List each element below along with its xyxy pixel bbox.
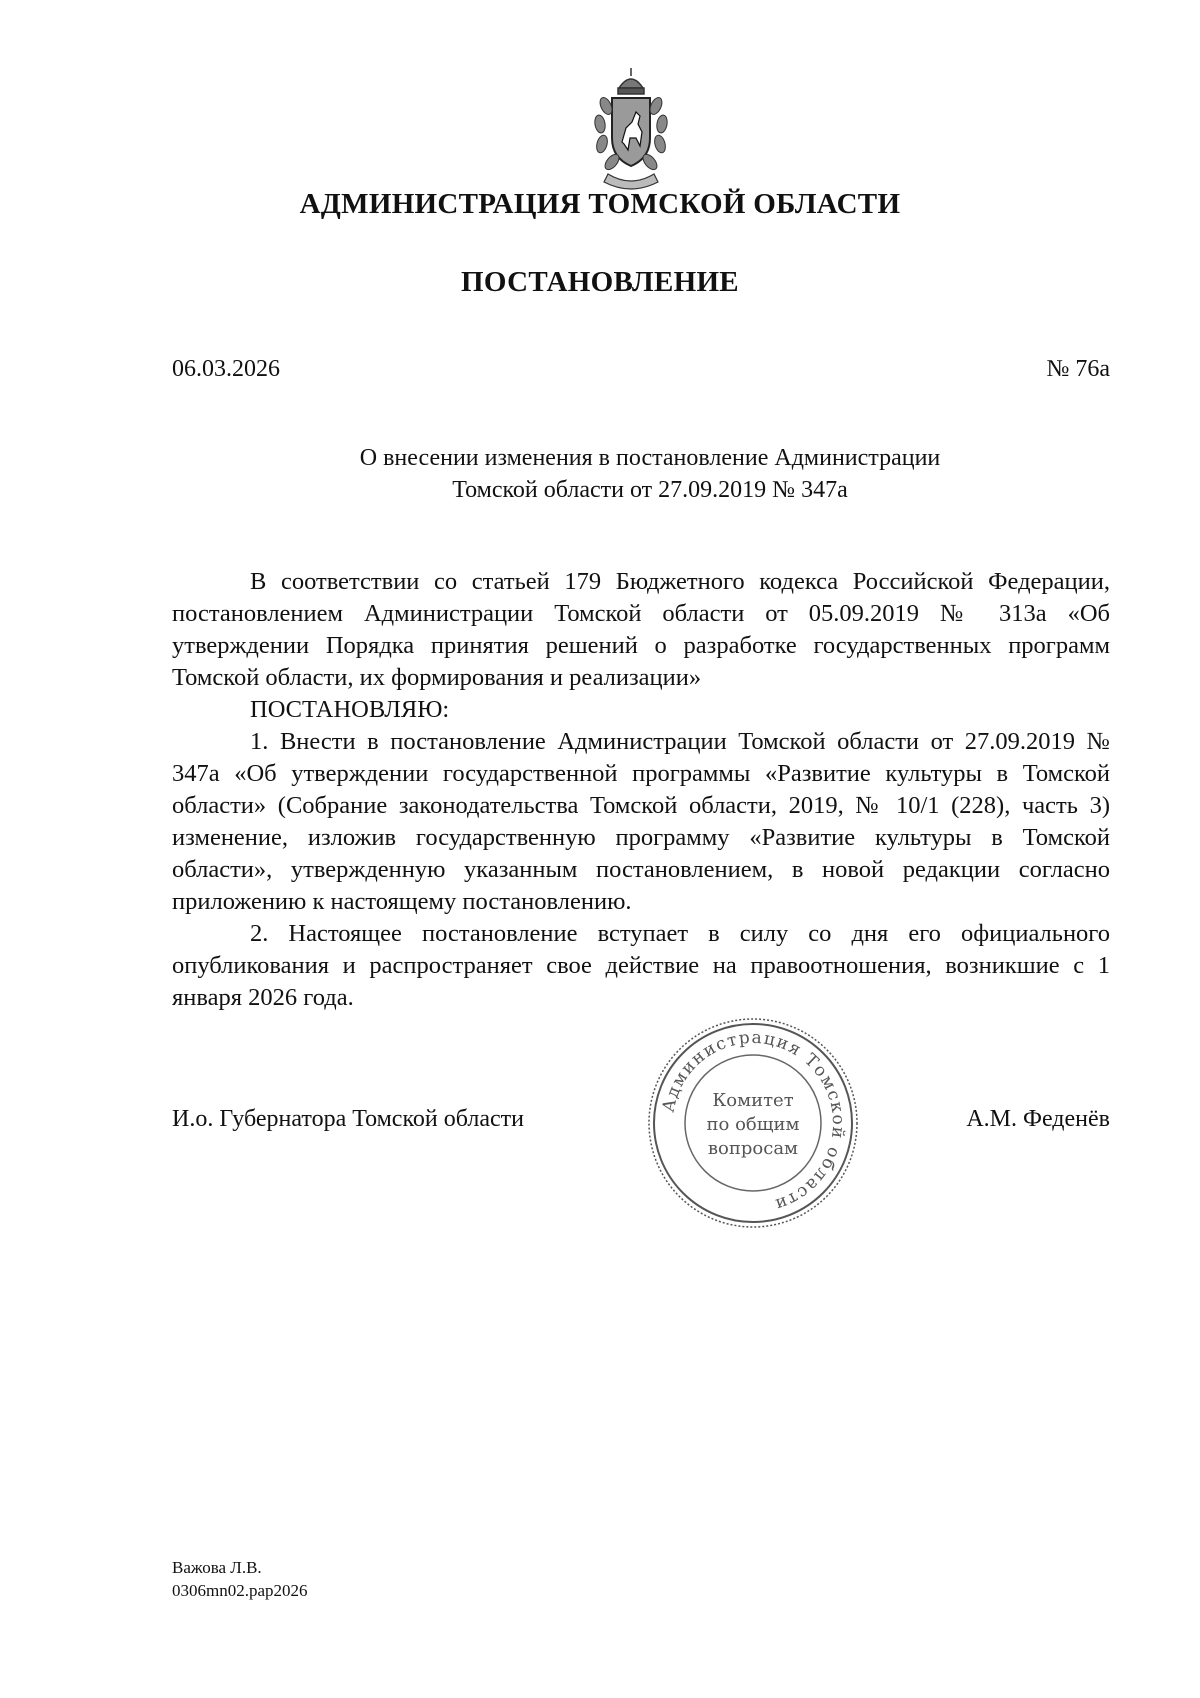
document-date: 06.03.2026 — [172, 356, 280, 382]
document-body — [172, 566, 1110, 1014]
stamp-center-line-1: Комитет — [712, 1090, 794, 1111]
tomsk-coat-of-arms-icon — [574, 66, 688, 192]
subject-line-1: О внесении изменения в постановление Администрации — [359, 445, 941, 471]
executor-name: Важова Л.В. — [172, 1558, 262, 1577]
stamp-center-line-2: по общим — [706, 1114, 800, 1135]
signatory-name: А.М. Феденёв — [966, 1106, 1110, 1132]
resolve-heading: ПОСТАНОВЛЯЮ: — [250, 696, 450, 723]
stamp-center-line-3: вопросам — [707, 1138, 799, 1159]
item-1-paragraph: 1. Внести в постановление Администрации Томской области от 27.09.2019 № 347а «Об утверждении государственной программы «Развитие культуры в Томской области» (Собрание законодательства Томской области, 2019, № 10/1 (228), часть 3) изменение, изложив государственную программу «Развитие культуры в Томской области», утвержденную указанным постановлением, в новой редакции согласно приложению к настоящему постановлению. — [172, 728, 1110, 915]
document-subject — [250, 442, 1050, 506]
document-type: ПОСТАНОВЛЕНИЕ — [461, 266, 739, 298]
signatory-position: И.о. Губернатора Томской области — [172, 1106, 524, 1132]
stamp-ring-text: Администрация Томской области — [658, 1027, 849, 1215]
subject-line-2: Томской области от 27.09.2019 № 347а — [452, 477, 848, 503]
executor-footer — [172, 1556, 308, 1602]
item-2-paragraph: 2. Настоящее постановление вступает в силу со дня его официального опубликования и распространяет свое действие на правоотношения, возникшие с 1 января 2026 года. — [172, 920, 1110, 1011]
organization-title: АДМИНИСТРАЦИЯ ТОМСКОЙ ОБЛАСТИ — [299, 188, 901, 220]
official-stamp — [646, 1016, 860, 1230]
file-code: 0306mn02.pap2026 — [172, 1581, 308, 1600]
document-number: № 76а — [1046, 356, 1110, 382]
preamble-paragraph: В соответствии со статьей 179 Бюджетного кодекса Российской Федерации, постановлением Администрации Томской области от 05.09.2019 № 313а «Об утверждении Порядка принятия решений о разработке государственных программ Томской области, их формирования и реализации» — [172, 568, 1110, 691]
